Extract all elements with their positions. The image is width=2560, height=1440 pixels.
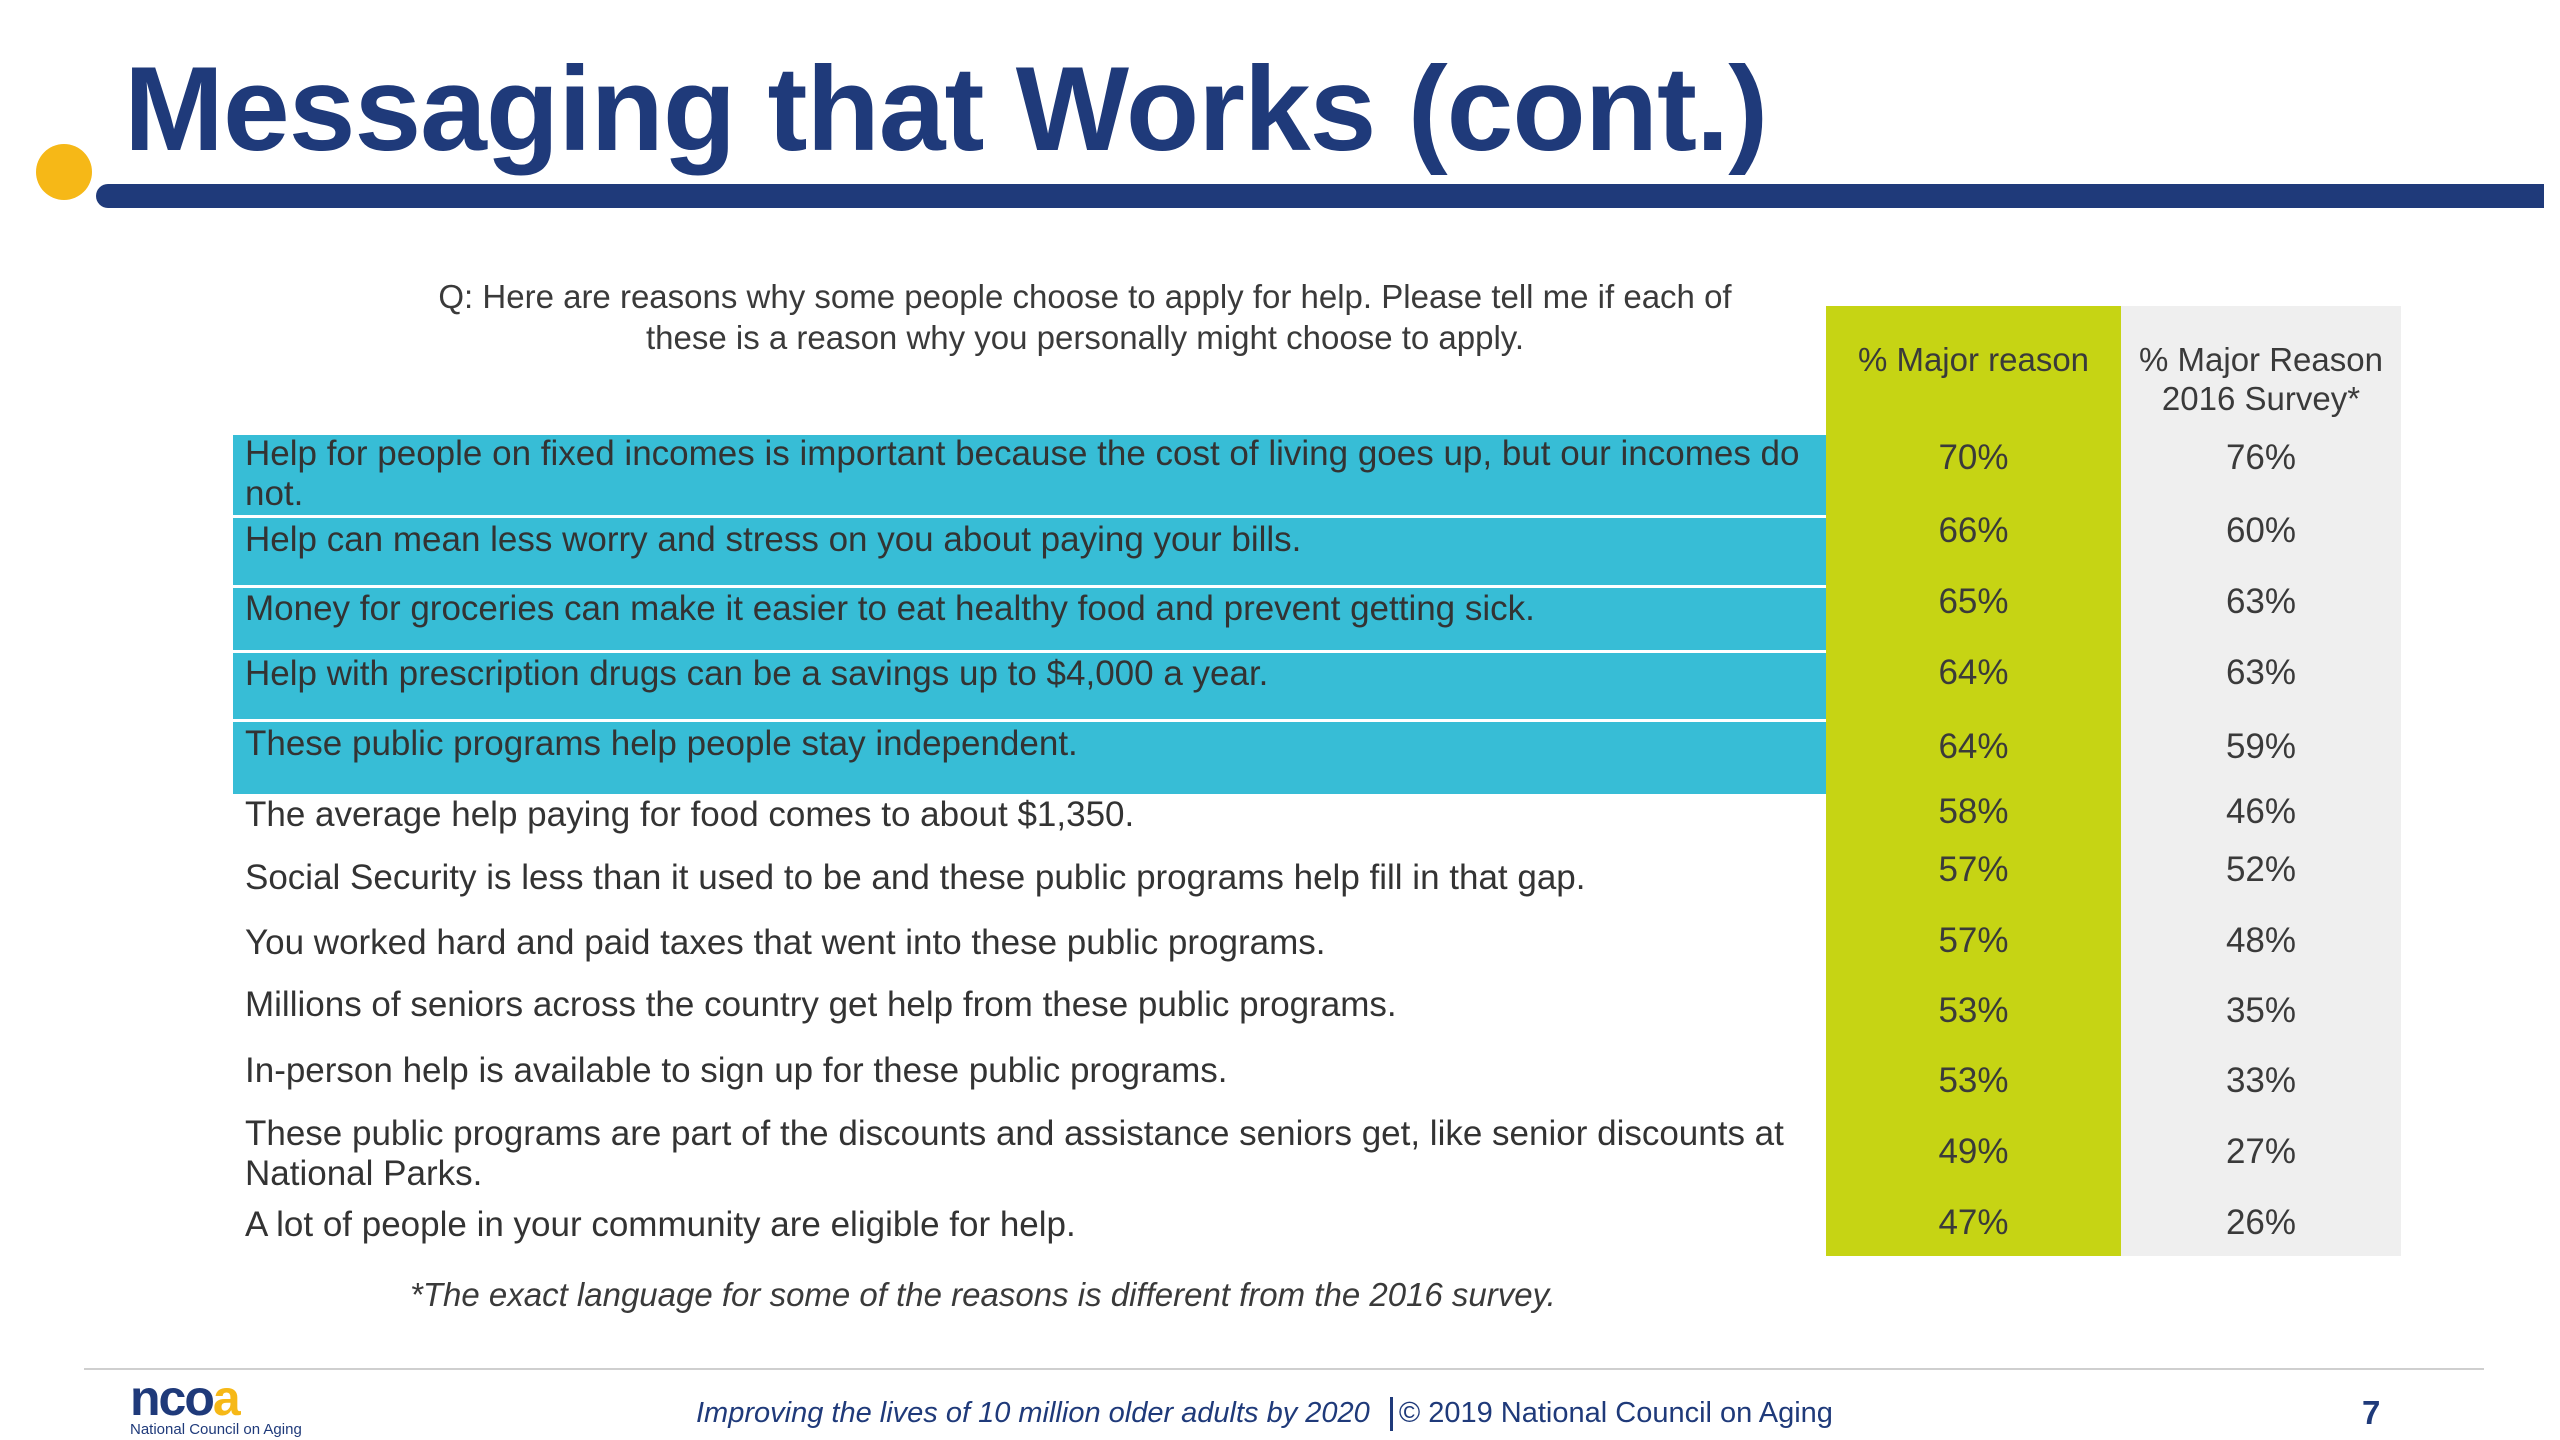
reason-text: A lot of people in your community are eligible for help.	[245, 1205, 1076, 1244]
major-reason-value: 65%	[1938, 582, 2009, 621]
title-underline-bar	[96, 184, 2544, 208]
reason-text: Help can mean less worry and stress on you about paying your bills.	[245, 520, 1302, 559]
major-reason-value: 70%	[1938, 438, 2009, 477]
major-reason-value: 47%	[1938, 1203, 2009, 1242]
major-reason-value: 53%	[1938, 991, 2009, 1030]
major-reason-value: 58%	[1938, 792, 2009, 831]
survey-2016-value: 26%	[2225, 1203, 2297, 1242]
survey-2016-value: 27%	[2225, 1132, 2297, 1171]
reason-text: You worked hard and paid taxes that went into these public programs.	[245, 923, 1326, 962]
logo-wordmark	[130, 1370, 302, 1426]
logo-wordmark-main: nco	[130, 1370, 213, 1426]
title-bullet-dot	[36, 144, 92, 200]
footer-divider	[84, 1368, 2484, 1370]
survey-2016-value: 48%	[2225, 921, 2297, 960]
major-reason-value: 64%	[1938, 727, 2009, 766]
logo-subtitle: National Council on Aging	[130, 1421, 302, 1438]
survey-2016-value: 46%	[2225, 792, 2297, 831]
major-reason-value: 57%	[1938, 921, 2009, 960]
slide-title: Messaging that Works (cont.)	[124, 42, 1768, 176]
footer-copyright: © 2019 National Council on Aging	[1398, 1397, 1833, 1429]
survey-2016-value: 33%	[2225, 1061, 2297, 1100]
reason-text: Millions of seniors across the country get help from these public programs.	[245, 985, 1397, 1024]
footer-tagline-copyright	[696, 1397, 1833, 1431]
survey-2016-value: 63%	[2225, 582, 2297, 621]
footer-tagline: Improving the lives of 10 million older adults by 2020	[696, 1397, 1370, 1429]
column-header-2016-survey: % Major Reason 2016 Survey*	[2139, 341, 2383, 417]
major-reason-value: 66%	[1938, 511, 2009, 550]
footer-separator	[1390, 1397, 1393, 1431]
ncoa-logo	[130, 1370, 302, 1439]
reason-text: These public programs help people stay independent.	[245, 724, 1078, 763]
reason-text: In-person help is available to sign up for these public programs.	[245, 1051, 1228, 1090]
reason-text: These public programs are part of the discounts and assistance seniors get, like senior discounts at National Parks.	[245, 1114, 1784, 1193]
logo-wordmark-accent: a	[212, 1370, 239, 1426]
survey-2016-value: 63%	[2225, 653, 2297, 692]
survey-2016-value: 59%	[2225, 727, 2297, 766]
column-header-major-reason: % Major reason	[1857, 341, 2090, 378]
survey-2016-value: 76%	[2225, 438, 2297, 477]
reason-text: Help for people on fixed incomes is important because the cost of living goes up, but our incomes do not.	[245, 434, 1800, 513]
reason-text: Social Security is less than it used to be and these public programs help fill in that gap.	[245, 858, 1586, 897]
major-reason-value: 53%	[1938, 1061, 2009, 1100]
reason-text: The average help paying for food comes to about $1,350.	[245, 795, 1135, 834]
page-number: 7	[2362, 1394, 2381, 1431]
major-reason-value: 57%	[1938, 850, 2009, 889]
survey-2016-value: 60%	[2225, 511, 2297, 550]
reason-text: Help with prescription drugs can be a savings up to $4,000 a year.	[245, 654, 1269, 693]
survey-2016-value: 35%	[2225, 991, 2297, 1030]
survey-2016-value: 52%	[2225, 850, 2297, 889]
major-reason-value: 64%	[1938, 653, 2009, 692]
survey-question: Q: Here are reasons why some people choose to apply for help. Please tell me if each of these is a reason why you personally might choose to apply.	[438, 278, 1732, 356]
major-reason-value: 49%	[1938, 1132, 2009, 1171]
table-footnote: *The exact language for some of the reasons is different from the 2016 survey.	[410, 1276, 1556, 1313]
reason-text: Money for groceries can make it easier to eat healthy food and prevent getting sick.	[245, 589, 1535, 628]
